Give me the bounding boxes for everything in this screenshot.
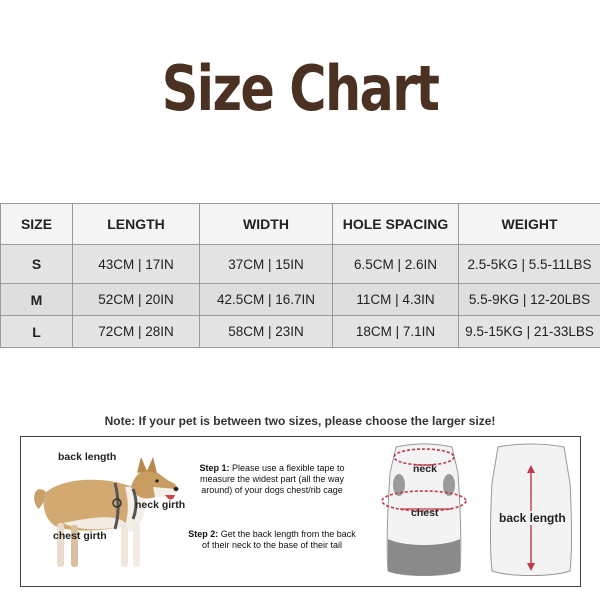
step-1-text — [187, 463, 357, 496]
length-cell: 43CM | 17IN — [73, 245, 200, 284]
hole-spacing-cell: 6.5CM | 2.6IN — [333, 245, 459, 284]
dog-back-length-label: back length — [58, 451, 117, 463]
hole-spacing-cell: 11CM | 4.3IN — [333, 284, 459, 316]
header-size: SIZE — [1, 204, 73, 245]
weight-cell: 2.5-5KG | 5.5-11LBS — [459, 245, 600, 284]
step-2-text — [187, 529, 357, 551]
step-1-body: Please use a flexible tape to measure the widest part (all the way around) of your dogs chest/rib cage — [199, 463, 345, 495]
length-cell: 52CM | 20IN — [73, 284, 200, 316]
hole-spacing-cell: 18CM | 7.1IN — [333, 316, 459, 348]
size-cell: S — [1, 245, 73, 284]
weight-cell: 9.5-15KG | 21-33LBS — [459, 316, 600, 348]
header-length: LENGTH — [73, 204, 200, 245]
step-2-label: Step 2: — [188, 529, 219, 539]
width-cell: 58CM | 23IN — [200, 316, 333, 348]
page-title: Size Chart — [161, 52, 439, 125]
table-row — [1, 245, 600, 284]
vest-back-length-label: back length — [499, 511, 566, 525]
size-cell: M — [1, 284, 73, 316]
header-width: WIDTH — [200, 204, 333, 245]
size-table — [0, 203, 600, 348]
dog-illustration — [23, 443, 193, 583]
header-weight: WEIGHT — [459, 204, 600, 245]
width-cell: 42.5CM | 16.7IN — [200, 284, 333, 316]
length-cell: 72CM | 28IN — [73, 316, 200, 348]
step-2-body: Get the back length from the back of their neck to the base of their tail — [201, 529, 356, 550]
step-1-label: Step 1: — [199, 463, 230, 473]
width-cell: 37CM | 15IN — [200, 245, 333, 284]
vest-neck-label: neck — [413, 463, 437, 475]
weight-cell: 5.5-9KG | 12-20LBS — [459, 284, 600, 316]
table-row — [1, 284, 600, 316]
table-header-row — [1, 204, 600, 245]
header-hole-spacing: HOLE SPACING — [333, 204, 459, 245]
measurement-guide — [20, 436, 581, 587]
vest-chest-label: chest — [411, 507, 439, 519]
table-row — [1, 316, 600, 348]
dog-neck-girth-label: neck girth — [135, 499, 186, 511]
size-cell: L — [1, 316, 73, 348]
dog-chest-girth-label: chest girth — [53, 530, 107, 542]
size-note: Note: If your pet is between two sizes, please choose the larger size! — [104, 414, 496, 428]
